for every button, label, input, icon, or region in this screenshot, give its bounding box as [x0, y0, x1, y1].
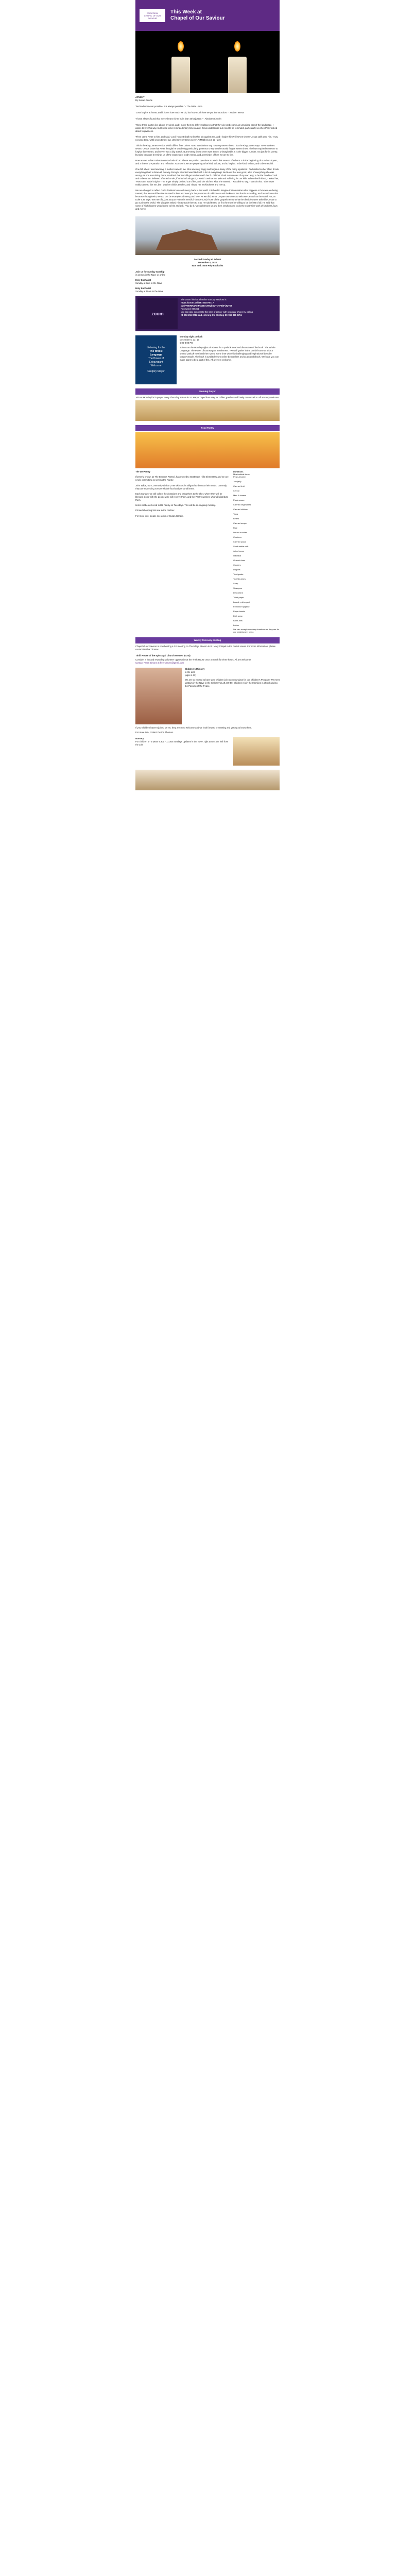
pantry-item: Dish soap: [233, 615, 243, 617]
church-roof: [156, 229, 218, 250]
advent-paragraph-6: We are charged to reflect God's limitless love and mercy back to the world. It is hard to imagine that no matter what happens or how we are being treated, that we could be able to stand in love and mercy in the presence of unkindness and darkness. But that is our calling, and Jesus knew that because through Him, we too can be examples of mercy and love. As we did, as we prepare ourselves to welcome Jesus into the world. For, as Luke 6:36 says: “Be merciful, just as your Father is merciful.” (Luke 6:36) Those of the gospels recount that the disciples were asked by Jesus to go out into the world. The disciples asked Him to teach them to pray. He said that to be first he must be willing to be the last of all. He said that some of his followers would come to him and ask, "You do it," Jesus blesses us and then sends us out to do the expansive work of kindness, love, and mercy.: [135, 189, 279, 210]
pantry-note: We can accept monetary donations as they are for our neighbors in need.: [233, 628, 280, 633]
zoom-text: [181, 298, 253, 329]
church-logo: [140, 9, 165, 22]
advent-paragraph-1: These three quotes live above my desk, and I move them to different places so that they do not become an unnoticed part of the landscape. I aspire to live this way, but I need to be reminded many times a day. Jesus understood our need to be reminded, particularly so when Peter asked about forgiveness.: [135, 124, 278, 132]
service-title: Second Sunday of Advent: [194, 258, 221, 261]
pantry-heading: The D2 Pantry: [135, 470, 150, 473]
advent-heading: ADVENT: [135, 96, 145, 98]
zoom-call: You can also connect to this time of prayer with a regular phone by calling: [181, 311, 253, 313]
book-cover: [135, 335, 177, 384]
pantry-p4: Items will be delivered to D2 Pantry on Tuesdays. This will be an ongoing ministry.: [135, 504, 216, 507]
book-cover-line2: The Whole: [149, 350, 163, 353]
logo-line2: CHAPEL OF OUR SAVIOUR: [144, 14, 161, 20]
pantry-item: Pasta sauce: [233, 499, 245, 501]
footer-image: [135, 770, 280, 790]
pantry-content: [135, 470, 280, 633]
zoom-link[interactable]: https://zoom.us/j/96732197571?: [181, 301, 214, 304]
book-cover-line5: Extravagant: [149, 361, 163, 364]
book-time: 6:00-8:00 PM: [180, 342, 193, 344]
pantry-p6: For more info: please see John or Susan Ganzie.: [135, 514, 184, 517]
children-text: [185, 668, 280, 724]
pantry-item: Canned fruit: [233, 485, 245, 487]
food-pantry-bar: Food Pantry: [135, 425, 280, 431]
pantry-item: Cereal: [233, 489, 239, 492]
logo-line1: EPISCOPAL: [146, 11, 159, 14]
pantry-list-sub: Most critical items:: [233, 473, 250, 476]
book-cover-line3: Language: [150, 353, 162, 357]
advent-byline: By Susan Ganzie: [135, 99, 153, 101]
book-section: [135, 335, 280, 384]
food-pantry-image: [135, 432, 280, 468]
newsletter-page: [0, 0, 415, 790]
pantry-item: Cookies: [233, 564, 241, 566]
book-body: Join us on the Monday nights of Advent for a potluck meal and discussion of the book "The Whole Language: The Power of Extravagant Tenderness." We will gather in the parish house at 6 for a shared potluck meal and then spend some time with this challenging and inspirational book by Gregory Boyle. The book is available from online booksellers and as an audiobook. We hope you can make plans to be a part of this. All are very welcome.: [180, 346, 279, 361]
pantry-item: Lotion: [233, 624, 239, 626]
pantry-item: Shampoo: [233, 587, 243, 589]
children-ages: (ages 4-12): [185, 674, 196, 676]
advent-quote-2: "Love begins at home, and it is not how much we do, but how much love we put in that action." - Mother Teresa: [135, 111, 244, 114]
book-cover-line4: The Power of: [148, 357, 164, 360]
pantry-item: Toothbrushes: [233, 578, 246, 580]
morning-prayer-bar: Morning Prayer: [135, 388, 280, 395]
newsletter-header: [135, 0, 280, 31]
morning-prayer-text: Join us Monday for in prayer every Thursday at 8am in St. Mary Chapel then stay for coffee, goodies and lovely conversation. All are very welcome.: [135, 396, 280, 399]
pantry-item: Mac & cheese: [233, 494, 247, 497]
pantry-item: Shelf-stable milk: [233, 545, 249, 548]
pantry-item: Laundry detergent: [233, 601, 250, 603]
pantry-item: Oatmeal: [233, 554, 241, 557]
pantry-item: Toothpaste: [233, 573, 244, 575]
advent-paragraph-5: One fall when I was teaching, a mother came to me. She was very angry and began a litany of the many injustices I had visited on her child. It took everything I had to listen all the way through. My mind was filled with a list of everything I had done that was good, a list of everything she was wrong. As she was sitting there, I realized that I would get nowhere with her if I did that. I had to move out of my own way, to be the hands of God and to be what I believed. If I tried to win, if I tried to look good, I would continue the pain and suffering for our kids. When she finished, I asked her, "How can I make it right?" The anger simply drained out of her, and she told me what she wanted. I was able to say, "I can do that." She never really came to like me, but I was her child's teacher, and I loved her my kindness and mercy.: [135, 168, 279, 186]
winter-church-photo: [135, 216, 280, 255]
book-cover-line1: Listening for the: [147, 346, 165, 349]
advent-paragraph-2: "Then came Peter to him, and said, 'Lord, how oft shall my brother sin against me, and I forgive him? till seven times?' Jesus saith unto him, 'I say not unto thee, Until seven times: but, Until seventy times seven.'" (Matthew 18: 21 - 22.): [135, 135, 278, 141]
service-date: December 4, 2022: [198, 261, 217, 264]
advent-paragraph-4: How are we to live? What does God ask of us? These are perfect questions to ask in this season of Advent. It is the beginning of our church year, and a time of preparation and reflection. As I see it, we are preparing to be kind, to love, and to forgive. To be kind, to love, and to be merciful.: [135, 159, 278, 165]
pantry-item: Toilet paper: [233, 596, 244, 599]
service-info: [135, 258, 280, 267]
pantry-item: Rice: [233, 527, 238, 529]
book-dates: December 5, 12, 19: [180, 338, 199, 341]
pantry-item: Band-aids: [233, 619, 243, 622]
header-title-line2: Chapel of Our Saviour: [170, 15, 225, 21]
recovery-bar: Weekly Recovery Meeting: [135, 637, 280, 643]
zoom-pwd-link[interactable]: pwd=WERRgRmFwaBOcWtybSpYcHF3bFlJQT09: [181, 304, 232, 307]
pantry-item: Canned chicken: [233, 508, 248, 511]
flame-right-icon: [234, 41, 240, 52]
pantry-item: Jam/jelly: [233, 480, 241, 483]
thrift-text: Consider a fun and rewarding volunteer opportunity at the Thrift House once a month for three hours. All are welcome!: [135, 658, 251, 661]
nursery-photo: [233, 737, 280, 766]
children-sub: in the Loft: [185, 671, 195, 673]
book-cover-author: Gregory Mayor: [147, 370, 165, 373]
he-label-10: Holy Eucharist: [135, 287, 151, 290]
children-photo: [135, 668, 182, 724]
pantry-item: Tuna: [233, 513, 238, 515]
candle-left: [171, 57, 190, 93]
he-8am: Sunday at 8am in the Nave: [135, 282, 162, 284]
nursery-body: For children 0 - 3 years 9:30a - 11:30a Sundays Updates in the Nave, right across the hall from the Loft: [135, 740, 229, 746]
recovery-text: Chapel of our Saviour is now hosting a CA meeting on Thursdays at noon in St. Mary Chapel in the Parish House. For more information, please contact DeSha Thomas.: [135, 645, 276, 651]
children-title: Children's Ministry: [185, 668, 205, 670]
advent-article: [135, 93, 280, 216]
nursery-text: [135, 737, 230, 766]
he-10am: Sunday at 10am in the Nave: [135, 290, 164, 293]
children-body: We are so excited to have your children join us on Sundays for our Children's Program! We meet upstairs in the Nave in the Children's Loft at 9:50. Children rejoin their families in church during the Passing of the Peace.: [185, 679, 280, 687]
pantry-item: Canned soups: [233, 522, 247, 524]
pantry-text: [135, 470, 230, 633]
pantry-item: Beans: [233, 517, 239, 520]
candle-right: [228, 57, 247, 93]
zoom-logo: zoom: [137, 298, 178, 329]
zoom-phone: +1 253 215 8782 and entering the Meeting ID: 967 321 9751: [181, 314, 242, 316]
thrift-contact[interactable]: Contact Freer Simons at freersimons@gmail.com: [135, 662, 184, 664]
pantry-list-title: Donations: [233, 470, 244, 473]
he-label-8: Holy Eucharist: [135, 279, 151, 281]
worship-join: [135, 270, 280, 293]
newsletter-column: [135, 0, 280, 790]
zoom-section: [135, 296, 280, 331]
pantry-p2: John Wilde, our Community Liaison, met with Sechs Billgard to discuss their needs. Currently, they are requesting non-perishable food and personal items.: [135, 484, 228, 490]
pantry-item: Juice boxes: [233, 550, 245, 552]
pantry-item: Deodorant: [233, 591, 243, 594]
pantry-item: Granola bars: [233, 559, 246, 562]
book-title: Monday night potluck: [180, 335, 203, 338]
pantry-item: Instant noodles: [233, 531, 248, 534]
pantry-item: Paper towels: [233, 610, 246, 613]
header-title-line1: This Week at: [170, 9, 202, 15]
children-join: If your children haven't joined us yet, they are most welcome and we look forward to meeting and getting to know them.: [135, 726, 252, 729]
header-title: [170, 9, 225, 22]
candles-image: [135, 31, 280, 93]
pantry-p5: Printed shopping lists are in the narthex.: [135, 509, 175, 512]
pantry-p3: Each Sunday, we will collect the donations and bring them to the after, where they will be blessed along with the people who will receive them, and the Pantry workers who will distribute them.: [135, 492, 229, 501]
zoom-line1: The Zoom link for all online Sunday services is: [181, 298, 227, 301]
worship-join-sub: in person in the Nave or online: [135, 274, 166, 276]
pantry-item: Crackers: [233, 536, 242, 538]
book-text: [180, 335, 280, 384]
pantry-items: [233, 476, 280, 626]
pantry-item: Canned vegetables: [233, 503, 251, 506]
morning-prayer-image: [135, 400, 280, 421]
pantry-item: Peanut butter: [233, 476, 246, 478]
children-more: For more info, contact DeSha Thomas.: [135, 731, 174, 734]
advent-paragraph-3: This is the King James version which differs from others. Most translations say "seventy-seven times," but the King James says "seventy times seven." Jesus knew that Peter thought he was being particularly generous to say that he would forgive seven times. The law required someone to forgive three times, and seven was a big stretch. But seventy times seven was almost unimaginable. It is the bigger number, not just for its poetry, but also because it reminds us of the vastness of God's mercy, and a reminder of how we are to live.: [135, 144, 278, 156]
nursery-title: Nursery: [135, 737, 144, 740]
pantry-p1: (formerly known as The B Street Pantry), has moved to Strathearn Hills Elementary and we are newly committing to serving the Pantry.: [135, 476, 229, 482]
nursery-section: [135, 737, 280, 766]
service-times: 8am and 10am Holy Eucharist: [192, 264, 223, 267]
worship-join-title: Join us for Sunday worship: [135, 270, 165, 273]
zoom-password: Password: 866351: [181, 308, 199, 310]
children-section: [135, 668, 280, 724]
flame-left-icon: [178, 41, 184, 52]
pantry-item: Canned pasta: [233, 540, 246, 543]
advent-quote-1: "Be kind whenever possible. It is always possible." - The Dalai Lama: [135, 105, 202, 108]
advent-quote-3: "I have always found that mercy bears richer fruits than strict justice." - Abraham Lincoln: [135, 117, 221, 120]
pantry-item: Feminine hygiene: [233, 605, 250, 608]
thrift-title: Thrift House of the Episcopal Church Women (ECW): [135, 654, 191, 657]
pantry-list: [233, 470, 280, 633]
book-cover-line6: Welcome: [150, 364, 162, 367]
pantry-item: Diapers: [233, 568, 240, 571]
pantry-item: Soap: [233, 582, 238, 585]
